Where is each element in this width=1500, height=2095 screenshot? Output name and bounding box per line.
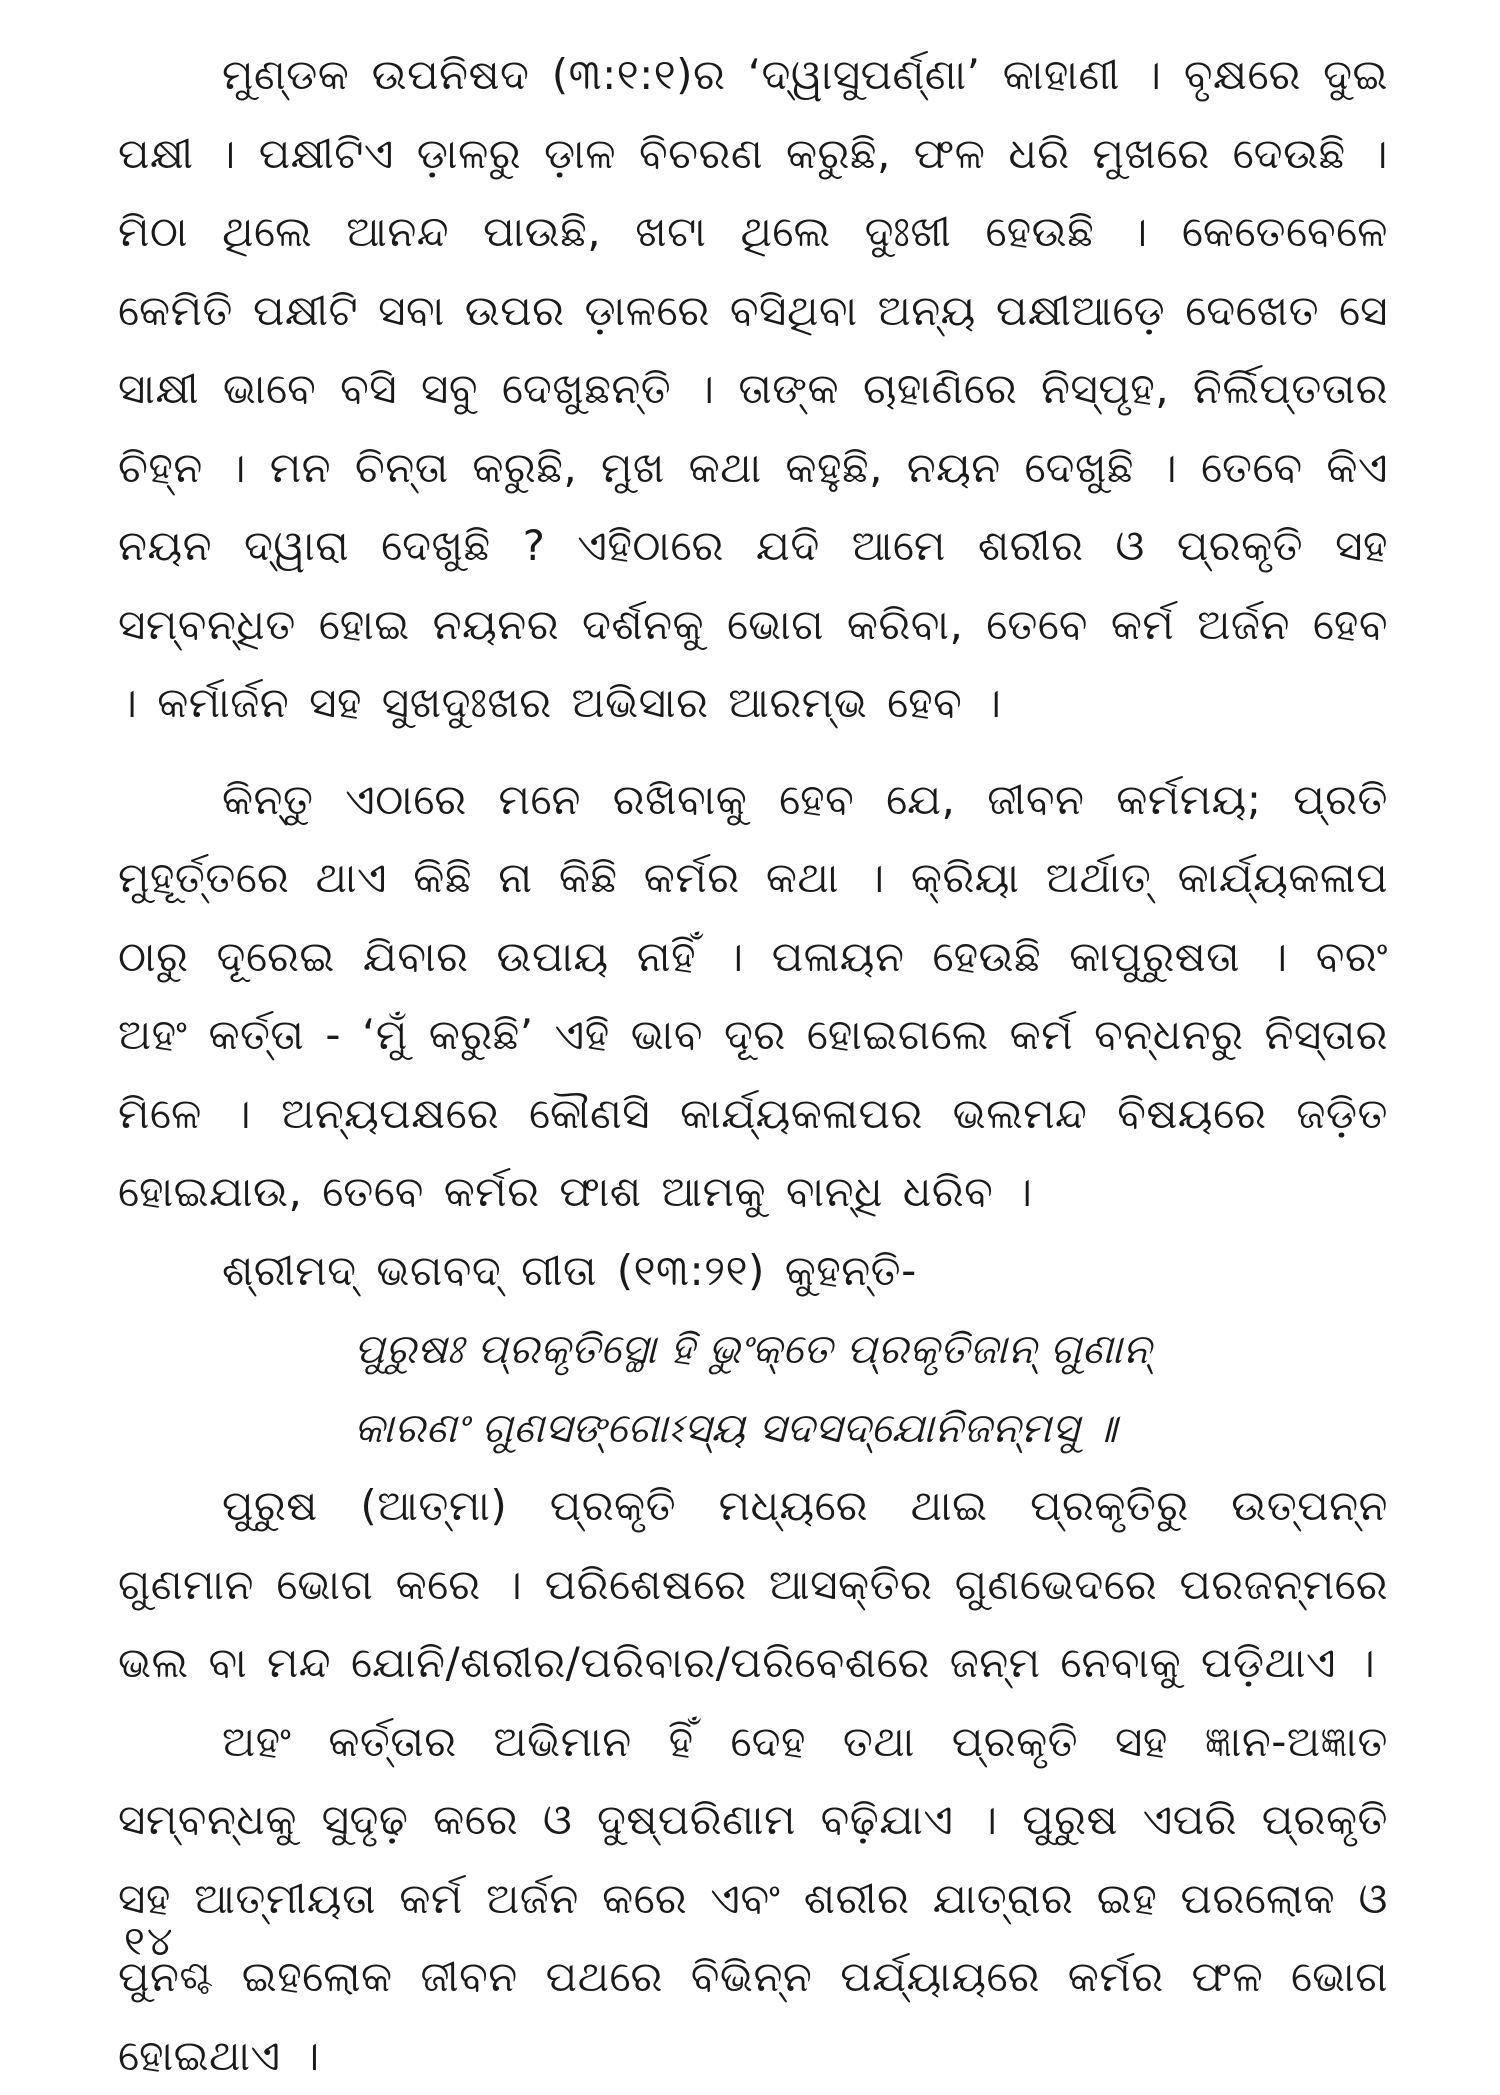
body-text (118, 36, 1388, 2095)
paragraph-ahamkara: ଅହଂ କର୍ତ୍ତାର ଅଭିମାନ ହିଁ ଦେହ ତଥା ପ୍ରକୃତି ସହ ଜ୍ଞାନ-ଅଜ୍ଞାତ ସମ୍ବନ୍ଧକୁ ସୁଦୃଢ଼ କରେ ଓ ଦୁଷ୍ପରିଣାମ ବଢ଼ିଯାଏ । ପୁରୁଷ ଏପରି ପ୍ରକୃତି ସହ ଆତ୍ମୀୟତା କର୍ମ ଅର୍ଜନ କରେ ଏବଂ ଶରୀର ଯାତ୍ରାର ଇହ ପରଲୋକ ଓ ପୁନଶ୍ଚ ଇହଲୋକ ଜୀବନ ପଥରେ ବିଭିନ୍ନ ପର୍ଯ୍ୟାୟରେ କର୍ମର ଫଳ ଭୋଗ ହୋଇଥାଏ । (118, 1703, 1388, 2095)
verse-line-1: ପୁରୁଷଃ ପ୍ରକୃତିସ୍ଥୋ ହି ଭୁଂକ୍ତେ ପ୍ରକୃତିଜାନ୍ ଗୁଣାନ୍ (118, 1310, 1388, 1389)
gita-reference: ଶ୍ରୀମଦ୍ ଭଗବଦ୍ ଗୀତା (୧୩:୨୧) କୁହନ୍ତି- (118, 1232, 1388, 1311)
paragraph-karma: କିନ୍ତୁ ଏଠାରେ ମନେ ରଖିବାକୁ ହେବ ଯେ, ଜୀବନ କର୍ମମୟ; ପ୍ରତି ମୁହୂର୍ତ୍ତରେ ଥାଏ କିଛି ନା କିଛି କର୍ମର କଥା । କ୍ରିୟା ଅର୍ଥାତ୍ କାର୍ଯ୍ୟକଳାପ ଠାରୁ ଦୂରେଇ ଯିବାର ଉପାୟ ନାହିଁ । ପଳାୟନ ହେଉଛି କାପୁରୁଷତା । ବରଂ ଅହଂ କର୍ତ୍ତା - ‘ମୁଁ କରୁଛି’ ଏହି ଭାବ ଦୂର ହୋଇଗଲେ କର୍ମ ବନ୍ଧନରୁ ନିସ୍ତାର ମିଳେ । ଅନ୍ୟପକ୍ଷରେ କୌଣସି କାର୍ଯ୍ୟକଳାପର ଭଲମନ୍ଦ ବିଷୟରେ ଜଡ଼ିତ ହୋଇଯାଉ, ତେବେ କର୍ମର ଫାଶ ଆମକୁ ବାନ୍ଧି ଧରିବ । (118, 761, 1388, 1232)
paragraph-gap (118, 743, 1388, 761)
paragraph-purusha: ପୁରୁଷ (ଆତ୍ମା) ପ୍ରକୃତି ମଧ୍ୟରେ ଥାଇ ପ୍ରକୃତିରୁ ଉତ୍ପନ୍ନ ଗୁଣମାନ ଭୋଗ କରେ । ପରିଶେଷରେ ଆସକ୍ତିର ଗୁଣଭେଦରେ ପରଜନ୍ମରେ ଭଲ ବା ମନ୍ଦ ଯୋନି/ଶରୀର/ପରିବାର/ପରିବେଶରେ ଜନ୍ମ ନେବାକୁ ପଡ଼ିଥାଏ । (118, 1467, 1388, 1703)
page-number: ୧୪ (124, 1918, 174, 1966)
verse-line-2: କାରଣଂ ଗୁଣସଙ୍ଗୋଽସ୍ୟ ସଦସଦ୍‌ଯୋନିଜନ୍ମସୁ ॥ (118, 1389, 1388, 1468)
paragraph-mundaka: ମୁଣ୍ଡକ ଉପନିଷଦ (୩:୧:୧)ର ‘ଦ୍ୱାସୁପର୍ଣ୍ଣା’ କାହାଣୀ । ବୃକ୍ଷରେ ଦୁଇ ପକ୍ଷୀ । ପକ୍ଷୀଟିଏ ଡ଼ାଳରୁ ଡ଼ାଳ ବିଚରଣ କରୁଛି, ଫଳ ଧରି ମୁଖରେ ଦେଉଛି । ମିଠା ଥିଲେ ଆନନ୍ଦ ପାଉଛି, ଖଟା ଥିଲେ ଦୁଃଖୀ ହେଉଛି । କେତେବେଳେ କେମିତି ପକ୍ଷୀଟି ସବା ଉପର ଡ଼ାଳରେ ବସିଥିବା ଅନ୍ୟ ପକ୍ଷୀଆଡ଼େ ଦେଖେତ ସେ ସାକ୍ଷୀ ଭାବେ ବସି ସବୁ ଦେଖୁଛନ୍ତି । ତାଙ୍କ ଚାହାଣିରେ ନିସ୍ପୃହ, ନିର୍ଲିପ୍ତତାର ଚିହ୍ନ । ମନ ଚିନ୍ତା କରୁଛି, ମୁଖ କଥା କହୁଛି, ନୟନ ଦେଖୁଛି । ତେବେ କିଏ ନୟନ ଦ୍ୱାରା ଦେଖୁଛି ? ଏହିଠାରେ ଯଦି ଆମେ ଶରୀର ଓ ପ୍ରକୃତି ସହ ସମ୍ବନ୍ଧିତ ହୋଇ ନୟନର ଦର୍ଶନକୁ ଭୋଗ କରିବା, ତେବେ କର୍ମ ଅର୍ଜନ ହେବ । କର୍ମାର୍ଜନ ସହ ସୁଖଦୁଃଖର ଅଭିସାର ଆରମ୍ଭ ହେବ । (118, 36, 1388, 743)
